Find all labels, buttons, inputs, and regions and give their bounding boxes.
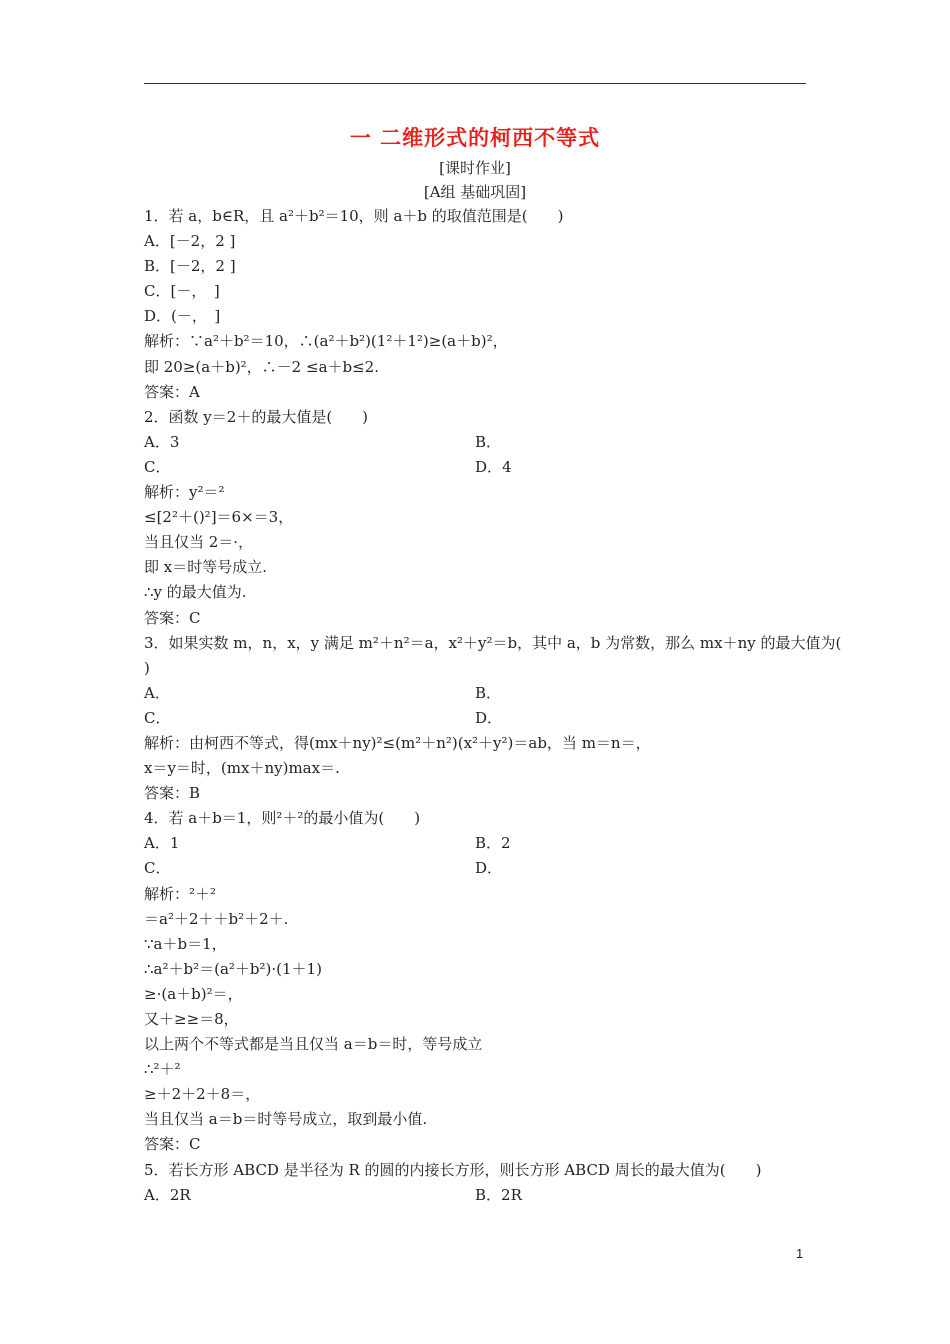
line-text: ∴a²＋b²＝(a²＋b²)·(1＋1) [144, 959, 322, 978]
text-line [144, 279, 814, 304]
line-text: 解析：²＋² [144, 884, 217, 903]
option-right-column: D． [475, 859, 503, 878]
line-text: 答案：A [144, 382, 200, 401]
exercise-content [144, 204, 842, 1208]
text-line [144, 204, 814, 229]
text-line [144, 329, 814, 354]
text-line [144, 530, 814, 555]
text-line [144, 806, 814, 831]
option-right-column: B．2 [475, 834, 511, 853]
text-line [144, 882, 814, 907]
line-text: 3．如果实数 m，n，x，y 满足 m²＋n²＝a，x²＋y²＝b，其中 a，b 为常数，那么 mx＋ny 的最大值为( [144, 633, 842, 652]
text-line [144, 1032, 814, 1057]
line-text: ∴²＋² [144, 1060, 181, 1079]
line-text: ≥·(a＋b)²＝， [144, 984, 243, 1003]
line-text: ∴y 的最大值为. [144, 583, 247, 602]
text-line [144, 957, 814, 982]
text-line [144, 304, 814, 329]
line-text: ＝a²＋2＋＋b²＋2＋. [144, 909, 289, 928]
line-text: D．(－， ] [144, 307, 221, 326]
text-line [144, 1158, 814, 1183]
page-title: 一 二维形式的柯西不等式 [349, 126, 601, 150]
option-right-column: B． [475, 432, 502, 451]
text-line [144, 856, 814, 881]
text-line [144, 355, 814, 380]
line-text: C．[－， ] [144, 282, 220, 301]
line-text: ≤[2²＋()²]＝6×＝3， [144, 508, 294, 527]
text-line [144, 580, 814, 605]
option-right-column: D． [475, 708, 503, 727]
line-text: A．2R [144, 1185, 191, 1204]
line-text: 即 x＝时等号成立. [144, 558, 267, 577]
line-text: 5．若长方形 ABCD 是半径为 R 的圆的内接长方形，则长方形 ABCD 周长的最大值为( ) [144, 1160, 762, 1179]
text-line [144, 1007, 814, 1032]
line-text: ∵a＋b＝1， [144, 934, 227, 953]
text-line [144, 731, 814, 756]
text-line [144, 229, 814, 254]
line-text: C． [144, 859, 171, 878]
line-text: A．1 [144, 834, 180, 853]
text-line [144, 656, 814, 681]
line-text: 解析：∵a²＋b²＝10，∴(a²＋b²)(1²＋1²)≥(a＋b)²， [144, 332, 508, 351]
line-text: B．[－2，2 ] [144, 257, 236, 276]
text-line [144, 1057, 814, 1082]
text-line [144, 430, 814, 455]
text-line [144, 380, 814, 405]
header-rule [144, 83, 806, 84]
line-text: 又＋≥≥＝8， [144, 1010, 239, 1028]
line-text: 以上两个不等式都是当且仅当 a＝b＝时，等号成立 [144, 1035, 483, 1054]
assignment-label: [课时作业] [439, 159, 511, 177]
text-line [144, 555, 814, 580]
line-text: 即 20≥(a＋b)²，∴－2 ≤a＋b≤2. [144, 357, 379, 376]
line-text: 答案：C [144, 1135, 201, 1154]
line-text: A．3 [144, 432, 180, 451]
text-line [144, 1183, 814, 1208]
text-line [144, 1107, 814, 1132]
text-line [144, 1132, 814, 1157]
text-line [144, 631, 842, 656]
text-line [144, 781, 814, 806]
line-text: 答案：B [144, 784, 201, 803]
text-line [144, 706, 814, 731]
line-text: A．[－2，2 ] [144, 232, 236, 251]
text-line [144, 907, 814, 932]
option-right-column: B．2R [475, 1185, 522, 1204]
text-line [144, 606, 814, 631]
line-text: x＝y＝时，(mx＋ny)max＝. [144, 759, 340, 778]
line-text: 当且仅当 a＝b＝时等号成立，取到最小值. [144, 1110, 428, 1129]
line-text: 当且仅当 2＝·， [144, 533, 254, 552]
line-text: 2．函数 y＝2＋的最大值是( ) [144, 407, 369, 426]
page-number: 1 [796, 1246, 804, 1261]
text-line [144, 681, 814, 706]
line-text: C． [144, 457, 171, 476]
text-line [144, 455, 814, 480]
option-right-column: B． [475, 683, 502, 702]
line-text: 1．若 a，b∈R，且 a²＋b²＝10，则 a＋b 的取值范围是( ) [144, 207, 564, 225]
line-text: ) [144, 658, 150, 677]
line-text: 解析：y²＝² [144, 483, 225, 502]
text-line [144, 756, 814, 781]
text-line [144, 254, 814, 279]
text-line [144, 405, 814, 430]
line-text: ≥＋2＋2＋8＝， [144, 1085, 261, 1104]
group-label: [A组 基础巩固] [423, 183, 527, 201]
line-text: 解析：由柯西不等式，得(mx＋ny)²≤(m²＋n²)(x²＋y²)＝ab，当 m＝n＝， [144, 733, 651, 752]
text-line [144, 480, 814, 505]
text-line [144, 831, 814, 856]
line-text: A． [144, 683, 170, 702]
line-text: C． [144, 708, 171, 727]
line-text: 4．若 a＋b＝1，则²＋²的最小值为( ) [144, 809, 421, 828]
text-line [144, 1082, 814, 1107]
line-text: 答案：C [144, 608, 201, 627]
text-line [144, 932, 814, 957]
option-right-column: D．4 [475, 457, 512, 476]
text-line [144, 982, 814, 1007]
text-line [144, 505, 814, 530]
